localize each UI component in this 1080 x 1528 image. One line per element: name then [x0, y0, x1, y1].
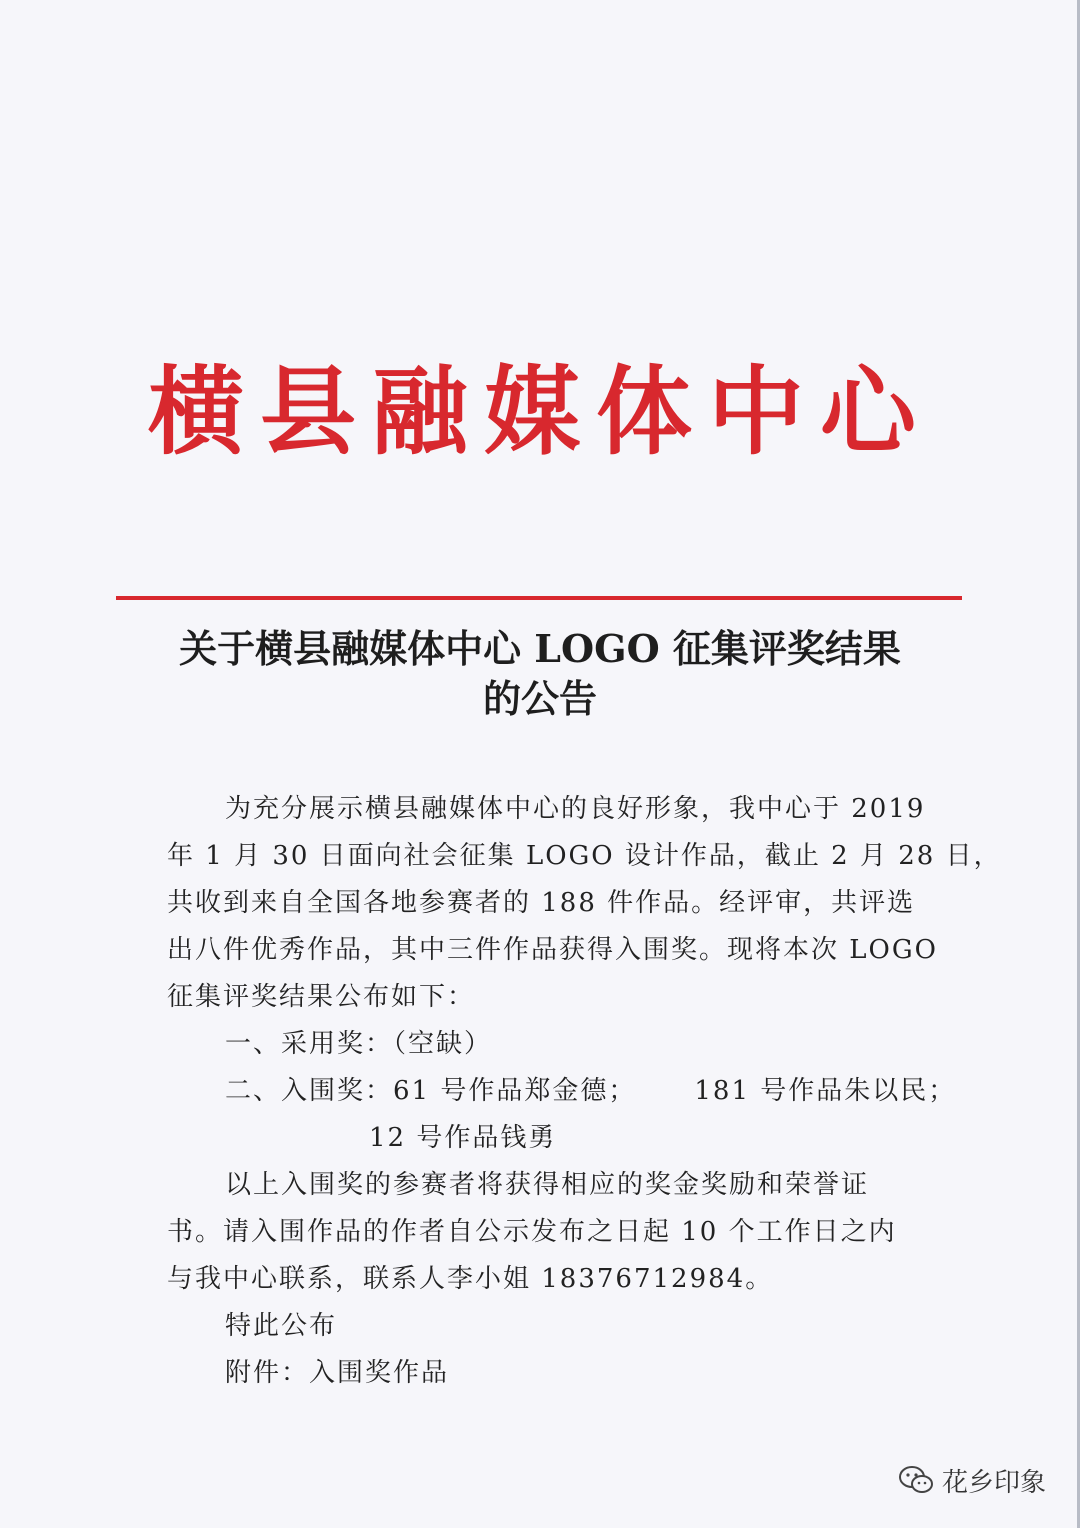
- body-line: 书。请入围作品的作者自公示发布之日起 10 个工作日之内: [167, 1217, 897, 1247]
- attachment-line: 附件：入围奖作品: [225, 1358, 450, 1388]
- closing-line: 特此公布: [225, 1311, 338, 1341]
- wechat-icon: [898, 1464, 934, 1496]
- body-line: 出八件优秀作品，其中三件作品获得入围奖。现将本次 LOGO: [167, 935, 938, 965]
- body-line: 共收到来自全国各地参赛者的 188 件作品。经评审，共评选: [167, 888, 916, 918]
- document-body: [167, 786, 1002, 1397]
- award-adoption-line: 一、采用奖：（空缺）: [225, 1029, 493, 1059]
- document-title: [150, 624, 930, 724]
- masthead-title: 横县融媒体中心: [148, 356, 932, 468]
- award-shortlist-entry-3: 12 号作品钱勇: [369, 1123, 557, 1153]
- wechat-watermark: [898, 1458, 1046, 1502]
- title-line-1: 关于横县融媒体中心 LOGO 征集评奖结果: [179, 626, 901, 671]
- watermark-text: 花乡印象: [942, 1467, 1047, 1498]
- body-line: 与我中心联系，联系人李小姐 18376712984。: [167, 1264, 774, 1294]
- body-line: 以上入围奖的参赛者将获得相应的奖金奖励和荣誉证: [225, 1170, 870, 1200]
- red-divider-rule: [116, 596, 962, 600]
- body-line: 年 1 月 30 日面向社会征集 LOGO 设计作品，截止 2 月 28 日，: [167, 841, 1002, 871]
- award-shortlist-line: [167, 1068, 957, 1115]
- title-line-2: 的公告: [482, 676, 597, 721]
- award-shortlist-entry-1: 二、入围奖：61 号作品郑金德；: [225, 1076, 637, 1106]
- award-shortlist-entry-2: 181 号作品朱以民；: [694, 1076, 957, 1106]
- body-line: 征集评奖结果公布如下：: [167, 982, 476, 1012]
- body-line: 为充分展示横县融媒体中心的良好形象，我中心于 2019: [225, 794, 926, 824]
